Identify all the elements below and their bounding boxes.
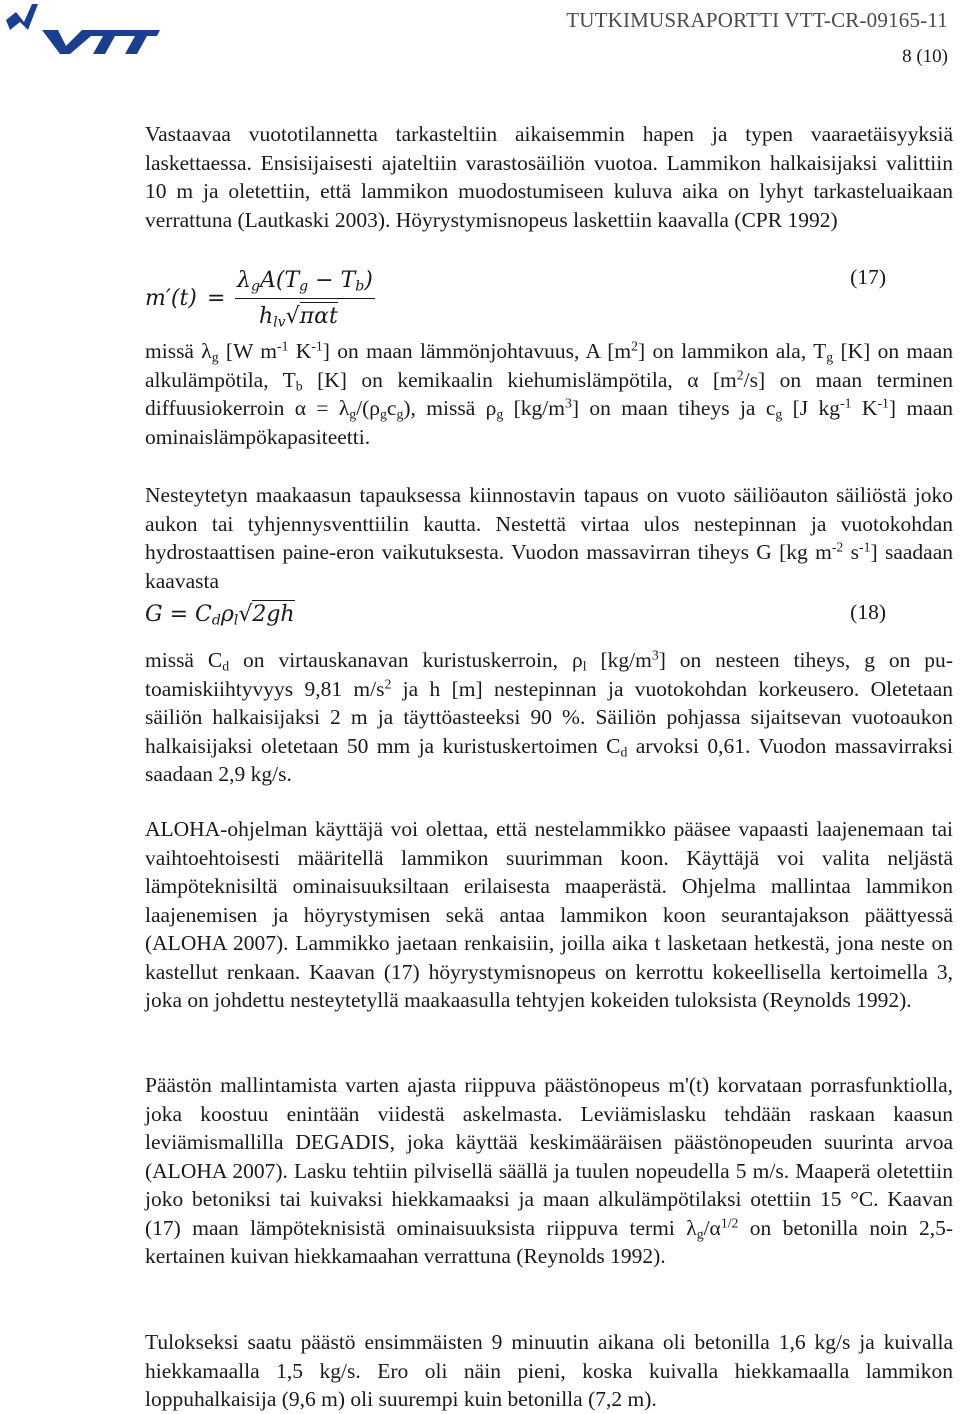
equation-18-number: (18) [850,600,886,624]
equation-17-lhs: m′(t) [145,286,197,311]
equation-17 [145,264,445,336]
page-number: 8 (10) [902,46,948,67]
equation-18: $G = C_d\rho_l√2gh$ [145,602,295,629]
paragraph-7 [145,1328,953,1414]
equation-17-equals: = [207,286,226,311]
paragraph-6: Päästön mallintamista varten ajasta riippuva päästönopeus m'(t) korvataan porrasfunktiolla, joka koostuu enintään viidestä askelmasta. Leviämislasku tehdään raskaan kaasun leviämismallilla DEGADIS, joka käyttää keskimääräisen päästönopeuden suurinta arvoa (ALOHA 2007). Lasku tehtiin pilvisellä säällä ja tuulen nopeudella 5 m/s. Maaperä oletettiin joko betoniksi tai kuivaksi hiekkamaaksi ja maan alkulämpötilaksi otettiin 15 °C. Kaavan (17) maan lämpöteknisistä ominaisuuksista riippuva termi $\lambda_g/\alpha^{1/2}$ on betonilla noin 2,5-kertainen kuivan hiekkamaahan verrattuna (Reynolds 1992). [145,1073,953,1268]
paragraph-3: Nesteytetyn maakaasun tapauksessa kiinnostavin tapaus on vuoto säiliöauton säiliöstä joko aukon tai tyhjennysventtiilin kautta. Nestettä virtaa ulos nestepinnan ja vuotokohdan hydrostaattisen paine-eron vaikutuksesta. Vuodon massavirran tiheys G [kg $m^{-2}$ $s^{-1}$] saadaan kaavasta [145,483,953,593]
vtt-logo-icon [2,0,160,58]
paragraph-1 [145,120,953,234]
paragraph-2: missä $\lambda_g$ [W $m^{-1}$ $K^{-1}$] on maan lämmönjohtavuus, A $[m^2]$ on lammikon ala, $T_g$ [K] on maan alkulämpötila, $T_b$ [K] on kemikaalin kiehumislämpötila, α $[m^2/s]$ on maan terminen diffuusiokerroin $\alpha = \lambda_g/(\rho_gc_g)$, missä $\rho_g$ $[kg/m^3]$ on maan tiheys ja $c_g$ [J $kg^{-1}$ $K^{-1}$] maan ominaislämpökapasiteetti. [145,338,954,449]
paragraph-1-text: Vastaavaa vuototilannetta tarkasteltiin aikaisemmin hapen ja typen vaaraetäisyyksiä laskettaessa. Ensisijaisesti ajateltiin varastosäiliön vuotoa. Lammikon halkaisijaksi valittiin 10 m ja oletettiin, että lammikon muodostumiseen kuluva aika on lyhyt tarkasteluaikaan verrattuna (Lautkaski 2003). Höyrystymisnopeus laskettiin kaavalla (CPR 1992) [145,122,953,232]
paragraph-5-text: ALOHA-ohjelman käyttäjä voi olettaa, että nestelammikko pääsee vapaasti laajenemaan tai vaihtoehtoisesti määritellä lammikon suurimman koon. Käyttäjä voi valita neljästä lämpöteknisiltä ominaisuuksiltaan erilaisesta maaperästä. Ohjelma mallintaa lammikon laajenemisen ja höyrystymisen sekä antaa lammikon koon seurantajakson päättyessä (ALOHA 2007). Lammikko jaetaan renkaisiin, joilla aika t lasketaan hetkestä, jona neste on kastellut renkaan. Kaavan (17) höyrystymisnopeus on kerrottu kokeellisella kertoimella 3, joka on johdettu nesteytetyllä maakaasulla tehtyjen kokeiden tuloksista (Reynolds 1992). [145,817,953,1012]
equation-17-denominator: $h_{lv}√\pi\alpha t$ [259,304,338,331]
equation-17-number: (17) [850,265,886,289]
report-id: TUTKIMUSRAPORTTI VTT-CR-09165-11 [566,8,948,32]
equation-17-numerator: $\lambda_gA(T_g - T_b)$ [237,268,373,295]
paragraph-7-text: Tulokseksi saatu päästö ensimmäisten 9 minuutin aikana oli betonilla 1,6 kg/s ja kuivalla hiekkamaalla 1,5 kg/s. Ero oli näin pieni, koska kuivalla hiekkamaalla lammikon loppuhalkaisija (9,6 m) oli suurempi kuin betonilla (7,2 m). [145,1330,953,1411]
fraction-bar [235,298,375,299]
paragraph-4: missä $C_d$ on virtauskanavan kuristuskerroin, $\rho_l$ $[kg/m^3]$ on nesteen tiheys, g on putoamiskiihtyvyys 9,81 $m/s^2$ ja h [m] nestepinnan ja vuotokohdan korkeusero. Oletetaan säiliön halkaisijaksi 2 m ja täyttöasteeksi 90 %. Säiliön pohjassa sijaitsevan vuotoaukon halkaisijaksi oletetaan 50 mm ja kuristuskertoimen $C_d$ arvoksi 0,61. Vuodon massavirraksi saadaan 2,9 kg/s. [145,647,954,786]
paragraph-5 [145,815,953,1015]
